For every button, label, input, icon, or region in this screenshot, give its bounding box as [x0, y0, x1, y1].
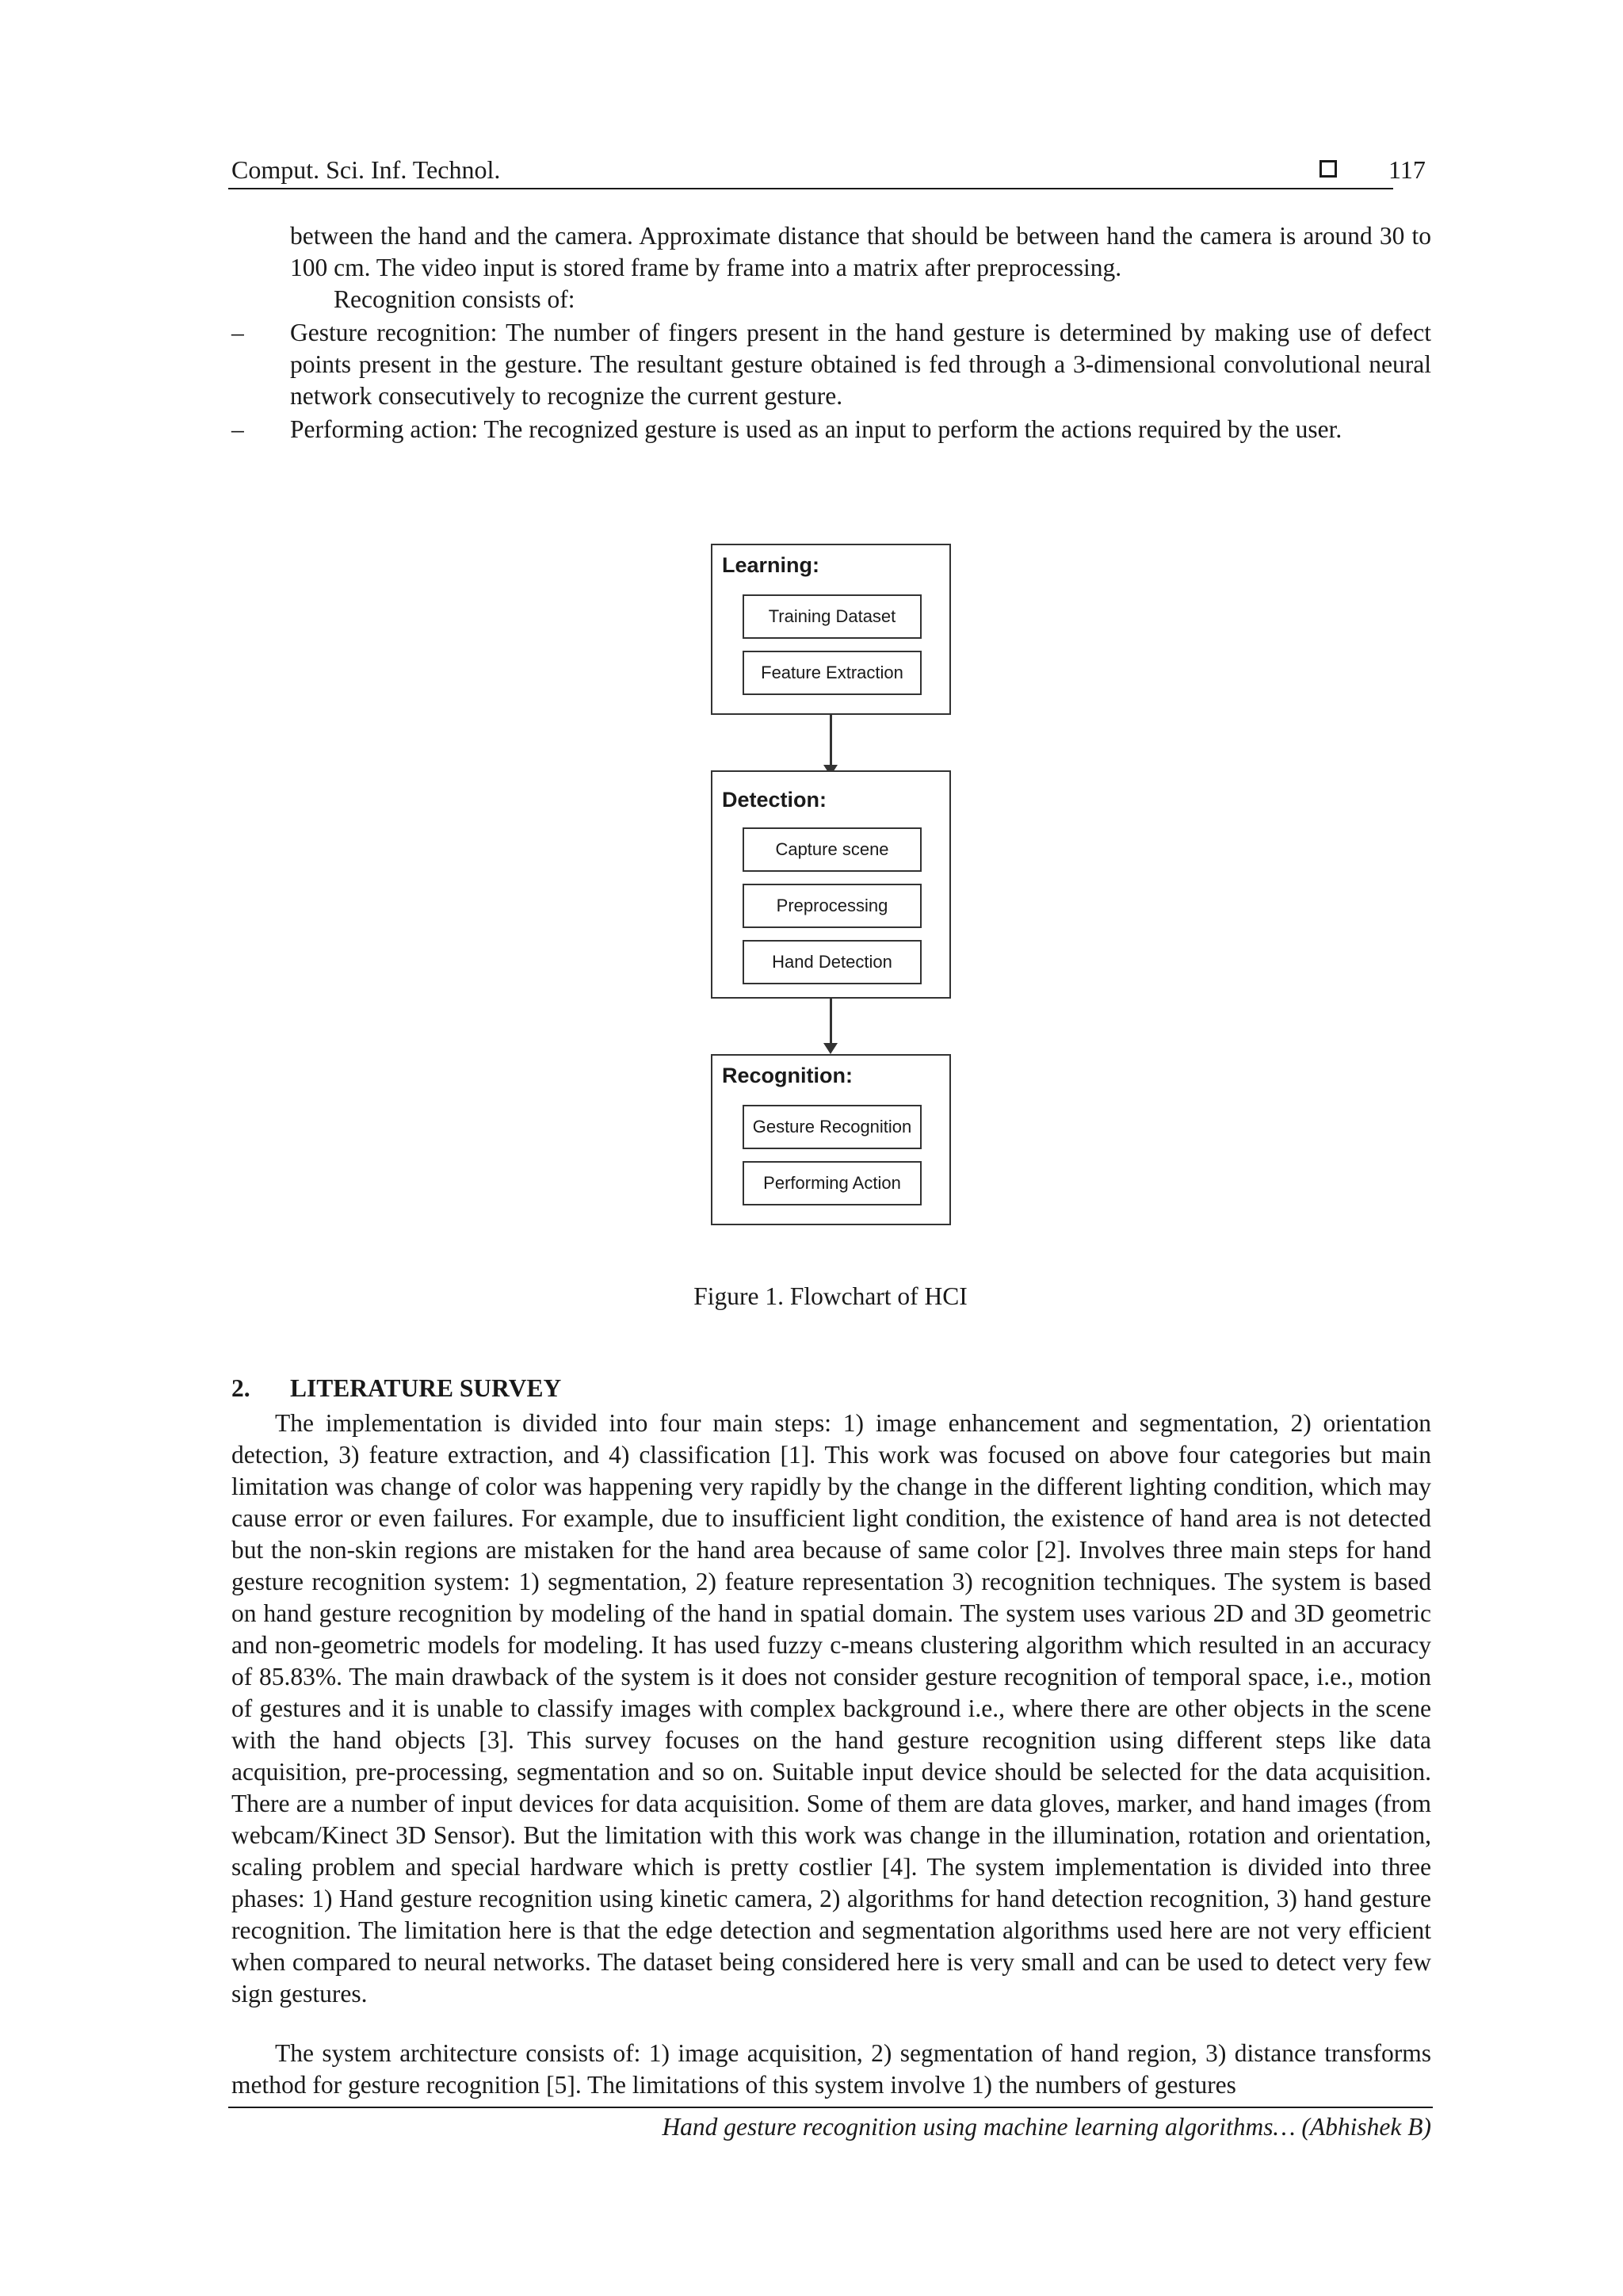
- flowchart-item: Training Dataset: [743, 594, 922, 639]
- bullet-performing-action: Performing action: The recognized gesture is used as an input to perform the actions required by the user.: [290, 415, 1342, 443]
- page-number: 117: [1388, 155, 1426, 184]
- bullet-gesture-recognition: Gesture recognition: The number of fingers present in the hand gesture is determined by making use of defect points present in the gesture. The resultant gesture obtained is fed through a 3-dimensional convolutional neural network consecutively to recognize the current gesture.: [290, 319, 1431, 410]
- flowchart-item: Hand Detection: [743, 940, 922, 984]
- bullet-dash: –: [231, 415, 244, 443]
- flowchart-item: Capture scene: [743, 827, 922, 872]
- bullet-dash: –: [231, 319, 244, 346]
- figure-caption: Figure 1. Flowchart of HCI: [693, 1282, 968, 1310]
- group-title: Recognition:: [722, 1064, 853, 1087]
- flowchart-item: Performing Action: [743, 1161, 922, 1205]
- square-outline-icon: [1319, 160, 1337, 178]
- flowchart-item: Gesture Recognition: [743, 1105, 922, 1149]
- footer-rule: [228, 2107, 1433, 2108]
- journal-name: Comput. Sci. Inf. Technol.: [231, 155, 501, 184]
- flowchart-group-detection: [711, 770, 951, 999]
- section-heading: [231, 1374, 561, 1403]
- arrow-line: [830, 715, 832, 766]
- flowchart-group-recognition: [711, 1054, 951, 1225]
- figure-caption-wrapper: [0, 1282, 1623, 1311]
- literature-paragraph-2: The system architecture consists of: 1) image acquisition, 2) segmentation of hand region, 3) distance transforms method for gesture recognition [5]. The limitations of this system involve 1) the numbers of gestures: [231, 2039, 1431, 2099]
- intro-paragraph: [290, 220, 1431, 315]
- literature-paragraph-1: The implementation is divided into four main steps: 1) image enhancement and segmentation, 2) orientation detection, 3) feature extraction, and 4) classification [1]. This work was focused on above four categories but main limitation was change of color was happening very rapidly by the change in the different lighting condition, which may cause error or even failures. For example, due to insufficient light condition, the existence of hand area is not detected but the non-skin regions are mistaken for the hand area because of same color [2]. Involves three main steps for hand gesture recognition system: 1) segmentation, 2) feature representation 3) recognition techniques. The system is based on hand gesture recognition by modeling of the hand in spatial domain. The system uses various 2D and 3D geometric and non-geometric models for modeling. It has used fuzzy c-means clustering algorithm which resulted in an accuracy of 85.83%. The main drawback of the system is it does not consider gesture recognition of temporal space, i.e., motion of gestures and it is unable to classify images with complex background i.e., where there are other objects in the scene with the hand objects [3]. This survey focuses on the hand gesture recognition using different steps like data acquisition, pre-processing, segmentation and so on. Suitable input device should be selected for the data acquisition. There are a number of input devices for data acquisition. Some of them are data gloves, marker, and hand images (from webcam/Kinect 3D Sensor). But the limitation with this work was change in the illumination, rotation and orientation, scaling problem and special hardware which is pretty costlier [4]. The system implementation is divided into three phases: 1) Hand gesture recognition using kinetic camera, 2) algorithms for hand detection recognition, 3) hand gesture recognition. The limitation here is that the edge detection and segmentation algorithms used here are not very efficient when compared to neural networks. The dataset being considered here is very small and can be used to detect very few sign gestures.: [231, 1409, 1431, 2008]
- intro-continuation: between the hand and the camera. Approximate distance that should be between hand the camera is around 30 to 100 cm. The video input is stored frame by frame into a matrix after preprocessing.: [290, 222, 1431, 281]
- header-rule: [228, 188, 1393, 189]
- flowchart-item: Feature Extraction: [743, 651, 922, 695]
- arrow-down-icon: [823, 1043, 838, 1054]
- section-number: 2.: [231, 1374, 250, 1402]
- recognition-intro: Recognition consists of:: [334, 285, 575, 313]
- flowchart-item: Preprocessing: [743, 884, 922, 928]
- group-title: Learning:: [722, 553, 820, 577]
- flowchart-group-learning: [711, 544, 951, 715]
- arrow-line: [830, 999, 832, 1045]
- group-title: Detection:: [722, 788, 827, 812]
- running-footer: Hand gesture recognition using machine learning algorithms… (Abhishek B): [662, 2113, 1431, 2141]
- section-title: LITERATURE SURVEY: [290, 1374, 562, 1402]
